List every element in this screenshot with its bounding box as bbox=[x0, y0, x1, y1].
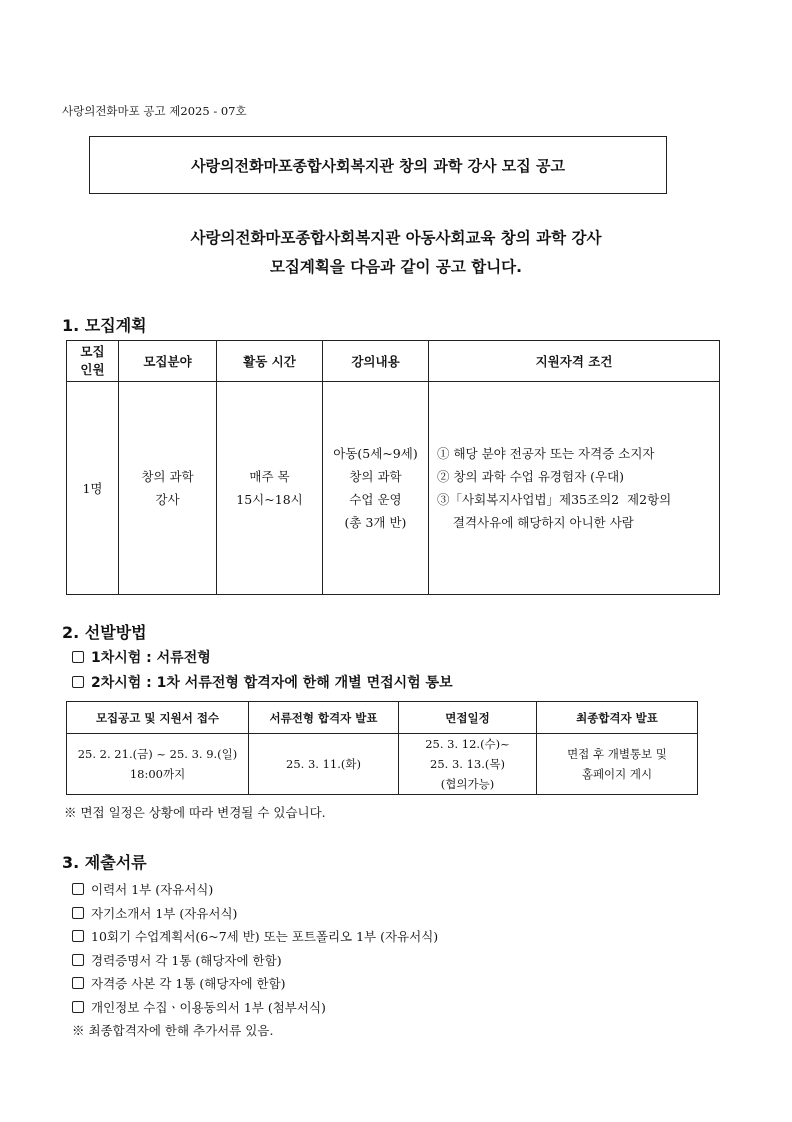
table-row bbox=[67, 382, 720, 595]
header-field: 모집분야 bbox=[119, 341, 217, 382]
schedule-note: ※ 면접 일정은 상황에 따라 변경될 수 있습니다. bbox=[64, 805, 326, 820]
selection-step-2: 2차시험 : 1차 서류전형 합격자에 한해 개별 면접시험 통보 bbox=[72, 672, 453, 692]
cell-interview: 25. 3. 12.(수)~ 25. 3. 13.(목) (협의가능) bbox=[399, 734, 537, 795]
recruitment-plan-table bbox=[66, 340, 720, 595]
cell-apply: 25. 2. 21.(금) ~ 25. 3. 9.(일) 18:00까지 bbox=[67, 734, 249, 795]
header-doc-result: 서류전형 합격자 발표 bbox=[249, 702, 399, 734]
checkbox-icon bbox=[72, 907, 84, 919]
cell-content: 아동(5세~9세) 창의 과학 수업 운영 (총 3개 반) bbox=[323, 382, 429, 595]
header-qualifications: 지원자격 조건 bbox=[429, 341, 720, 382]
schedule-table bbox=[66, 701, 698, 795]
checkbox-icon bbox=[72, 883, 84, 895]
header-apply: 모집공고 및 지원서 접수 bbox=[67, 702, 249, 734]
checkbox-icon bbox=[72, 930, 84, 942]
notice-number: 사랑의전화마포 공고 제2025 - 07호 bbox=[62, 104, 247, 118]
checkbox-icon bbox=[72, 954, 84, 966]
list-item: 개인정보 수집ㆍ이용동의서 1부 (첨부서식) bbox=[72, 996, 438, 1020]
table-row bbox=[67, 734, 698, 795]
intro-line-1: 사랑의전화마포종합사회복지관 아동사회교육 창의 과학 강사 bbox=[190, 229, 602, 247]
list-item: 자기소개서 1부 (자유서식) bbox=[72, 902, 438, 926]
header-count: 모집 인원 bbox=[67, 341, 119, 382]
section2-heading: 2. 선발방법 bbox=[62, 623, 147, 642]
list-item: 이력서 1부 (자유서식) bbox=[72, 878, 438, 902]
document-list bbox=[72, 878, 438, 1043]
section3-heading: 3. 제출서류 bbox=[62, 853, 147, 872]
header-content: 강의내용 bbox=[323, 341, 429, 382]
checkbox-icon bbox=[72, 676, 84, 688]
header-final: 최종합격자 발표 bbox=[537, 702, 698, 734]
section1-heading: 1. 모집계획 bbox=[62, 316, 147, 335]
document-title bbox=[89, 136, 667, 194]
header-interview: 면접일정 bbox=[399, 702, 537, 734]
checkbox-icon bbox=[72, 1001, 84, 1013]
cell-field: 창의 과학 강사 bbox=[119, 382, 217, 595]
checkbox-icon bbox=[72, 977, 84, 989]
checkbox-icon bbox=[72, 651, 84, 663]
list-item: 10회기 수업계획서(6~7세 반) 또는 포트폴리오 1부 (자유서식) bbox=[72, 925, 438, 949]
document-title-text: 사랑의전화마포종합사회복지관 창의 과학 강사 모집 공고 bbox=[191, 156, 565, 175]
list-item: 경력증명서 각 1통 (해당자에 한함) bbox=[72, 949, 438, 973]
table-header-row bbox=[67, 702, 698, 734]
cell-doc-result: 25. 3. 11.(화) bbox=[249, 734, 399, 795]
selection-step-1: 1차시험 : 서류전형 bbox=[72, 647, 211, 667]
cell-qualifications: ① 해당 분야 전공자 또는 자격증 소지자 ② 창의 과학 수업 유경험자 (우대) ③「사회복지사업법」제35조의2 제2항의 결격사유에 해당하지 아니한 사람 bbox=[429, 382, 720, 595]
header-time: 활동 시간 bbox=[217, 341, 323, 382]
cell-final: 면접 후 개별통보 및 홈페이지 게시 bbox=[537, 734, 698, 795]
table-header-row bbox=[67, 341, 720, 382]
cell-time: 매주 목 15시~18시 bbox=[217, 382, 323, 595]
intro-line-2: 모집계획을 다음과 같이 공고 합니다. bbox=[269, 258, 523, 276]
documents-note: ※ 최종합격자에 한해 추가서류 있음. bbox=[72, 1023, 274, 1038]
cell-count: 1명 bbox=[67, 382, 119, 595]
list-item: 자격증 사본 각 1통 (해당자에 한함) bbox=[72, 972, 438, 996]
